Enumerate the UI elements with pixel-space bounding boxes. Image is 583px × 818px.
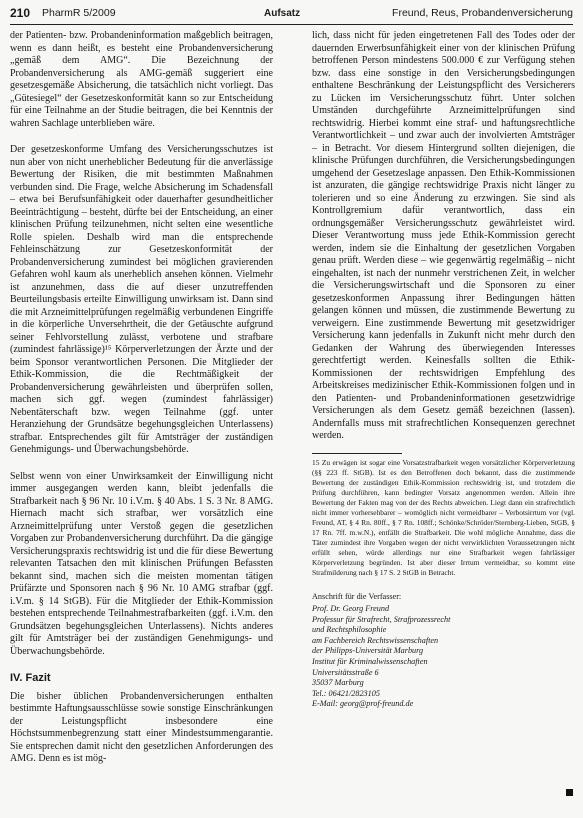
- journal-citation: PharmR 5/2009: [42, 7, 116, 19]
- section-heading: IV. Fazit: [10, 672, 51, 684]
- address-line: 35037 Marburg: [312, 678, 364, 688]
- address-line: Institut für Kriminalwissenschaften: [312, 657, 428, 667]
- address-line: Professur für Strafrecht, Strafprozessrecht: [312, 614, 451, 624]
- paragraph: Die bisher üblichen Probandenversicherungen enthalten bestimmte Haftungsausschlüsse sowie sonstige Einschränkungen der Leistungspflicht insbesondere eine Höchstsummenbegrenzung statt einer Mindestsummengarantie. Sie entsprechen damit nicht den gesetzlichen Anforderungen des AMG. Denn es ist mög-: [10, 690, 273, 764]
- address-line: Prof. Dr. Georg Freund: [312, 604, 390, 614]
- footnote-rule: [312, 453, 402, 454]
- email-link[interactable]: E-Mail: georg@prof-freund.de: [312, 699, 414, 709]
- right-column: [312, 30, 575, 710]
- header-rule: [10, 24, 573, 25]
- left-column: [10, 30, 273, 772]
- address-line: und Rechtsphilosophie: [312, 625, 387, 635]
- address-line: Universitätsstraße 6: [312, 667, 379, 677]
- end-of-article-mark: [566, 789, 573, 796]
- author-address: [312, 592, 575, 711]
- paragraph: Selbst wenn von einer Unwirksamkeit der Einwilligung nicht immer ausgegangen werden kann, bleibt jedenfalls die Strafbarkeit nach § 96 Nr. 10 i.V.m. § 40 Abs. 1 S. 3 Nr. 8 AMG. Hiernach macht sich strafbar, wer vorsätzlich eine Arzneimittelprüfung unter Verstoß gegen die gesetzlichen Vorgaben zur Probandenversicherung durchführt. Da die gängige Versicherungspraxis rechtswidrig ist und die für diese Bewertung relevanten Tatsachen den mit klinischen Prüfungen Befassten bekannt sind, machen sich die meisten momentan tätigen Prüfärzte und Sponsoren nach § 96 Nr. 10 AMG strafbar (ggf. i.V.m. § 14 StGB). Für die Mitglieder der Ethik-Kommission bestehen entsprechende Teilnahmestrafbarkeiten (ggf. i.V.m. den Grundsätzen begehungsgleichen Unterlassens). Nichts anderes gilt für Amtsträger bei der zuständigen Genehmigungs- und Überwachungsbehörde.: [10, 470, 273, 657]
- page-header: [10, 4, 573, 26]
- paragraph: Der gesetzeskonforme Umfang des Versicherungsschutzes ist nun aber von nicht unerheblicher Bedeutung für die anverlässige Bewertung der Risiken, die mit bestimmten Maßnahmen verbunden sind. Die Frage, welche Absicherung im Schadensfall – etwa bei Berufsunfähigkeit oder dauerhafter gesundheitlicher Beeinträchtigung – besteht, dürfte bei der Entscheidung, an einer klinischen Prüfung teilzunehmen, nicht selten eine wesentliche Rolle spielen. Deshalb wird man die entsprechende Fehleinschätzung zur Gesetzeskonformität der Probandenversicherung zumindest bei möglichen gravierenden Gefahren wohl kaum als unerheblich ansehen können. Vielmehr ist anzunehmen, dass die auf dieser unzutreffenden Beurteilungsbasis erteilte Einwilligung unwirksam ist. Dann sind die mit Arzneimittelprüfungen regelmäßig verbundenen Eingriffe in die körperliche Unversehrtheit, die der Getäuschte aufgrund seiner Fehlvorstellung zulässt, verbotene und strafbare (zumindest fahrlässige)¹⁵ Körperverletzungen der Ärzte und der beim Sponsor verantwortlichen Personen. Die Mitglieder der Ethik-Kommission, die die Rechtmäßigkeit der Probandenversicherung gewährleisten und überprüfen sollen, machen sich ggf. wegen (zumindest fahrlässiger) Nebentäterschaft bzw. wegen Teilnahme (ggf. unter Heranziehung der Grundsätze begehungsgleichen Unterlassens) strafbar. Entsprechendes gilt für Amtsträger der zuständigen Genehmigungs- und Überwachungsbehörde.: [10, 144, 273, 455]
- address-line: der Philipps-Universität Marburg: [312, 646, 424, 656]
- address-line: am Fachbereich Rechtswissenschaften: [312, 635, 439, 645]
- page-number: 210: [10, 6, 31, 20]
- address-line: Tel.: 06421/2823105: [312, 688, 380, 698]
- paragraph: der Patienten- bzw. Probandeninformation maßgeblich beitragen, wenn es dann heißt, es besteht eine Probandenversicherung „gemäß dem AMG“. Die Bezeichnung der Probandenversicherung als AMG-gemäß suggeriert eine gesetzesgemäße Absicherung, die tatsächlich nicht vorliegt. Das „Gütesiegel“ der Gesetzeskonformität kann so zur Entscheidung für eine Teilnahme an der Studie beitragen, die bei Kenntnis der wahren Sachlage unterblieben wäre.: [10, 30, 273, 129]
- footnote: 15 Zu erwägen ist sogar eine Vorsatzstrafbarkeit wegen vorsätzlicher Körperverletzung (§§ 223 ff. StGB). Ist es den Betroffenen doch bekannt, dass die zustimmende Bewertung der zuständigen Ethik-Kommission rechtswidrig ist, und trotzdem die Prüfung durchführen, kann bedingter Vorsatz angenommen werden. Allein ihre Bewertung der Fakten mag von der des Rechts abweichen. Liegt dann ein strafrechtlich nicht immer vorhersehbarer – womöglich nicht vermeidbarer – Verbotsirrtum vor (vgl. Freund, AT, § 4 Rn. 80ff., § 7 Rn. 108ff.; Schönke/Schröder/Sternberg-Lieben, StGB, § 17 Rn. 7ff. m.w.N.), entfällt die Strafbarkeit. Die wohl mögliche Annahme, dass die Täter zumindest ihre Vorgaben wegen der nicht verwirklichten Voraussetzungen nicht erfüllt sehen, würde allerdings nur eine Strafbarkeit wegen fahrlässiger Körperverletzung begründen. Ist aber dieser Irrtum vermeidbar, so kommt eine Strafmilderung nach § 17 S. 2 StGB in Betracht.: [312, 457, 575, 577]
- address-heading: Anschrift für die Verfasser:: [312, 591, 402, 601]
- running-title: Freund, Reus, Probandenversicherung: [392, 7, 573, 19]
- paragraph: lich, dass nicht für jeden eingetretenen Fall des Todes oder der dauernden Erwerbsunfähigkeit einer von der klinischen Prüfung betroffenen Person mindestens 500.000 € zur Verfügung stehen bzw. dass eine sonstige in den Versicherungsbedingungen enthaltene Beschränkung der Leistungspflicht des Versicherers zu Lücken im Versicherungsschutz führt. Unter solchen Umständen durchgeführte Arzneimittelprüfungen sind rechtswidrig. Hierbei kommt eine straf- und haftungsrechtliche Verantwortlichkeit – und zwar auch der involvierten Amtsträger – in Betracht. Vor diesem Hintergrund sollten diejenigen, die klinische Prüfungen durchführen, die Versicherungsbedingungen umgehend der Gesetzeslage anpassen. Den Ethik-Kommissionen ist anzuraten, die gängige rechtswidrige Praxis nicht länger zu tolerieren und so eine Änderung zu erzwingen. Sie sind als Kontrollgremium dafür verantwortlich, dass ein ordnungsgemäßer Versicherungsschutz gewährleistet wird. Dieser Verantwortung muss jede Ethik-Kommission gerecht werden, indem sie die Einhaltung der gesetzlichen Vorgaben genau prüft. Werden diese – wie gegenwärtig regelmäßig – nicht eingehalten, ist nach der nunmehr verstrichenen Zeit, in welcher die Versicherungswirtschaft und die Sponsoren zu einer gesetzeskonformen Anpassung ihrer Bedingungen hätten gelangen können und müssen, die zustimmende Bewertung zu verweigern. Eine zustimmende Bewertung mit gesetzwidriger Versicherung kann jedenfalls in Zukunft nicht mehr durch den Gedanken der Wahrung des überwiegenden Interesses gerechtfertigt werden. Keinesfalls sollten die Ethik-Kommissionen der rechtswidrigen Empfehlung des Arbeitskreises medizinischer Ethik-Kommissionen folgen und in den Patienten- und Probandeninformationen gesetzwidrige Versicherungen als dem Gesetz gemäß bezeichnen (lassen). Andernfalls muss mit strafrechtlichen Konsequenzen gerechnet werden.: [312, 30, 575, 441]
- section-label: Aufsatz: [264, 8, 301, 19]
